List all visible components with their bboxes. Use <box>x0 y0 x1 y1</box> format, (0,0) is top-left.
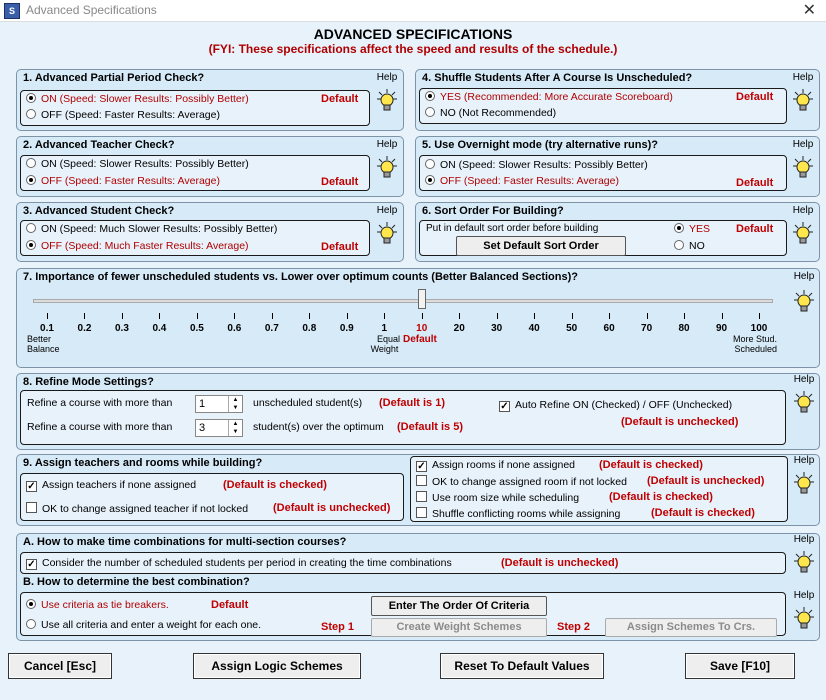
section-2-options <box>20 155 370 191</box>
assign-rooms-label: Assign rooms if none assigned <box>432 459 575 471</box>
section-8-options <box>20 390 786 445</box>
s6-text: Put in default sort order before building <box>426 223 599 234</box>
auto-refine-default: (Default is unchecked) <box>621 416 739 428</box>
slider-tick <box>272 313 273 319</box>
room-size-checkbox[interactable] <box>416 491 579 504</box>
s1-help-label: Help <box>376 72 398 83</box>
slider-tick-label: 100 <box>750 323 768 334</box>
slider-tick <box>384 313 385 319</box>
teacher-options <box>20 473 404 521</box>
checkbox-checked-icon: ✓ <box>27 559 36 570</box>
slider-tick <box>422 313 423 319</box>
s4-no-label: NO (Not Recommended) <box>440 107 557 119</box>
s3-on-radio[interactable] <box>26 223 277 235</box>
slider-tick <box>459 313 460 319</box>
slider-tick-label: 70 <box>641 323 653 334</box>
slider-thumb[interactable] <box>418 289 426 309</box>
create-weight-schemes-button[interactable]: Create Weight Schemes <box>371 618 547 637</box>
s1-on-label: ON (Speed: Slower Results: Possibly Better) <box>41 93 249 105</box>
section-4-options <box>419 88 787 124</box>
help-bulb-icon[interactable] <box>790 155 816 181</box>
time-combinations-default: (Default is unchecked) <box>501 557 619 569</box>
help-bulb-icon[interactable] <box>374 155 400 181</box>
slider-tick <box>197 313 198 319</box>
s8-row2-pre: Refine a course with more than <box>27 421 173 433</box>
step-1-label: Step 1 <box>321 621 355 633</box>
shuffle-rooms-checkbox[interactable] <box>416 507 620 520</box>
s6-yes-label: YES <box>689 223 711 235</box>
time-combinations-label: Consider the number of scheduled students per period in creating the time combinations <box>42 557 452 569</box>
section-b-options <box>20 592 786 636</box>
section-5-panel <box>415 136 820 197</box>
s2-on-label: ON (Speed: Slower Results: Possibly Better) <box>41 158 249 170</box>
s8-row1-pre: Refine a course with more than <box>27 397 173 409</box>
section-2-panel <box>16 136 404 197</box>
s3-off-radio[interactable] <box>26 240 249 252</box>
s4-yes-label: YES (Recommended: More Accurate Scoreboard) <box>440 91 673 103</box>
radio-icon <box>674 240 684 250</box>
weight-slider[interactable] <box>29 289 777 367</box>
change-room-checkbox[interactable] <box>416 475 627 488</box>
radio-selected-icon <box>26 175 36 185</box>
change-teacher-checkbox[interactable] <box>26 502 248 515</box>
slider-tick-label: 80 <box>678 323 690 334</box>
slider-tick <box>647 313 648 319</box>
radio-selected-icon <box>674 223 684 233</box>
s2-help-label: Help <box>376 139 398 150</box>
window-title: Advanced Specifications <box>26 3 157 17</box>
s7-help-label: Help <box>793 271 815 282</box>
radio-selected-icon <box>425 91 435 101</box>
over-optimum-value: 3 <box>199 422 206 434</box>
s7-default: Default <box>403 334 437 345</box>
s2-off-radio[interactable] <box>26 175 220 187</box>
over-optimum-stepper[interactable] <box>195 419 243 437</box>
slider-tick <box>47 313 48 319</box>
slider-tick-label: 0.1 <box>40 323 54 334</box>
slider-tick-label: 0.4 <box>152 323 167 334</box>
radio-icon <box>26 223 36 233</box>
checkbox-icon <box>416 475 427 486</box>
slider-tick-label: 30 <box>491 323 503 334</box>
s6-no-label: NO <box>689 240 705 252</box>
shuffle-rooms-default: (Default is checked) <box>651 507 755 519</box>
save-button[interactable]: Save [F10] <box>685 653 795 679</box>
slider-tick <box>572 313 573 319</box>
section-8-title: 8. Refine Mode Settings? <box>23 376 154 388</box>
auto-refine-checkbox[interactable] <box>499 399 732 412</box>
s2-default: Default <box>321 176 359 188</box>
radio-icon <box>26 158 36 168</box>
step-2-label: Step 2 <box>557 621 591 633</box>
help-bulb-icon[interactable] <box>791 550 817 576</box>
section-4-title: 4. Shuffle Students After A Course Is Unscheduled? <box>422 72 693 84</box>
s8-row2-post: student(s) over the optimum <box>253 421 384 433</box>
slider-tick-label: 10 <box>416 323 428 334</box>
app-icon: S <box>4 3 20 19</box>
weight-criteria-radio[interactable] <box>26 619 261 631</box>
spinner-arrows-icon[interactable]: ▲ ▼ <box>228 396 242 412</box>
help-bulb-icon[interactable] <box>790 221 816 247</box>
section-9-title: 9. Assign teachers and rooms while building? <box>23 457 263 469</box>
slider-tick-label: 90 <box>715 323 728 334</box>
help-bulb-icon[interactable] <box>791 390 817 416</box>
shuffle-rooms-label: Shuffle conflicting rooms while assigning <box>432 508 621 520</box>
cancel-button[interactable]: Cancel [Esc] <box>8 653 112 679</box>
slider-tick-label: 0.7 <box>264 323 279 334</box>
slider-tick <box>534 313 535 319</box>
slider-tick-label: 0.9 <box>339 323 354 334</box>
checkbox-icon <box>26 502 37 513</box>
s5-on-label: ON (Speed: Slower Results: Possibly Better) <box>440 159 648 171</box>
s4-default: Default <box>736 91 774 103</box>
s5-help-label: Help <box>792 139 814 150</box>
help-bulb-icon[interactable] <box>374 221 400 247</box>
slider-tick <box>347 313 348 319</box>
checkbox-checked-icon: ✓ <box>500 401 509 412</box>
more-scheduled-label: More Stud. Scheduled <box>732 334 777 354</box>
room-options <box>410 456 788 522</box>
sa-help-label: Help <box>793 534 815 545</box>
slider-tick-label: 40 <box>528 323 540 334</box>
section-3-panel <box>16 202 404 262</box>
section-6-panel <box>415 202 820 262</box>
checkbox-checked-icon: ✓ <box>417 461 426 472</box>
change-room-label: OK to change assigned room if not locked <box>432 476 627 488</box>
s6-help-label: Help <box>792 205 814 216</box>
s3-on-label: ON (Speed: Much Slower Results: Possibly Better) <box>41 223 278 235</box>
radio-selected-icon <box>26 240 36 250</box>
assign-teachers-checkbox[interactable] <box>26 479 196 492</box>
spinner-arrows-icon[interactable]: ▲ ▼ <box>228 420 242 436</box>
close-icon[interactable]: ✕ <box>802 2 816 19</box>
time-combinations-checkbox[interactable] <box>26 557 452 570</box>
slider-tick <box>684 313 685 319</box>
page-subtitle: (FYI: These specifications affect the speed and results of the schedule.) <box>208 42 618 56</box>
s2-on-radio[interactable] <box>26 158 249 170</box>
slider-tick <box>497 313 498 319</box>
help-bulb-icon[interactable] <box>791 289 817 315</box>
help-bulb-icon[interactable] <box>374 88 400 114</box>
slider-tick <box>84 313 85 319</box>
s5-off-radio[interactable] <box>425 175 619 187</box>
assign-teachers-label: Assign teachers if none assigned <box>42 479 197 491</box>
radio-selected-icon <box>26 93 36 103</box>
set-default-sort-order-button[interactable]: Set Default Sort Order <box>456 236 626 256</box>
slider-tick <box>722 313 723 319</box>
s8-row1-default: (Default is 1) <box>379 397 446 409</box>
s1-on-radio[interactable] <box>26 93 249 105</box>
sb-help-label: Help <box>793 590 815 601</box>
s6-yes-radio[interactable] <box>674 223 710 235</box>
s3-default: Default <box>321 241 359 253</box>
s4-no-radio[interactable] <box>425 107 556 119</box>
help-bulb-icon[interactable] <box>791 606 817 632</box>
s8-help-label: Help <box>793 374 815 385</box>
s5-default: Default <box>736 177 774 189</box>
room-size-default: (Default is checked) <box>609 491 713 503</box>
section-1-title: 1. Advanced Partial Period Check? <box>23 72 205 84</box>
section-a-options <box>20 552 786 574</box>
section-ab-panel <box>16 533 820 641</box>
section-1-panel <box>16 69 404 131</box>
s2-off-label: OFF (Speed: Faster Results: Average) <box>41 175 220 187</box>
sb-default: Default <box>211 599 249 611</box>
assign-logic-schemes-button[interactable]: Assign Logic Schemes <box>193 653 361 679</box>
assign-schemes-button[interactable]: Assign Schemes To Crs. <box>605 618 777 637</box>
auto-refine-label: Auto Refine ON (Checked) / OFF (Unchecked) <box>515 399 733 411</box>
slider-tick-label: 60 <box>603 323 615 334</box>
s1-default: Default <box>321 93 359 105</box>
s6-default: Default <box>736 223 774 235</box>
page-title: ADVANCED SPECIFICATIONS <box>313 26 513 42</box>
section-7-title: 7. Importance of fewer unscheduled students vs. Lower over optimum counts (Better Balanced Sections)? <box>23 271 578 283</box>
weight-criteria-label: Use all criteria and enter a weight for each one. <box>41 619 262 631</box>
slider-tick <box>234 313 235 319</box>
room-size-label: Use room size while scheduling <box>432 492 580 504</box>
assign-rooms-default: (Default is checked) <box>599 459 703 471</box>
unscheduled-threshold-stepper[interactable] <box>195 395 243 413</box>
s1-off-label: OFF (Speed: Faster Results: Average) <box>41 109 220 121</box>
slider-tick-label: 50 <box>566 323 578 334</box>
unscheduled-threshold-value: 1 <box>199 398 206 410</box>
s4-help-label: Help <box>792 72 814 83</box>
slider-tick <box>159 313 160 319</box>
checkbox-checked-icon: ✓ <box>27 481 36 492</box>
enter-order-of-criteria-button[interactable]: Enter The Order Of Criteria <box>371 596 547 616</box>
s6-no-radio[interactable] <box>674 240 705 252</box>
radio-selected-icon <box>425 175 435 185</box>
slider-tick-label: 1 <box>381 323 388 334</box>
checkbox-icon <box>416 491 427 502</box>
section-3-title: 3. Advanced Student Check? <box>23 205 175 217</box>
s5-on-radio[interactable] <box>425 159 648 171</box>
checkbox-icon <box>416 507 427 518</box>
better-balance-label: Better Balance <box>27 334 60 354</box>
slider-tick-label: 0.5 <box>189 323 204 334</box>
s9-help-label: Help <box>793 455 815 466</box>
section-3-options <box>20 220 370 256</box>
slider-tick-label: 0.8 <box>302 323 317 334</box>
s1-off-radio[interactable] <box>26 109 220 121</box>
equal-weight-label: Equal Weight <box>370 334 401 354</box>
assign-rooms-checkbox[interactable] <box>416 459 575 472</box>
tie-breakers-radio[interactable] <box>26 599 169 611</box>
section-6-title: 6. Sort Order For Building? <box>422 205 564 217</box>
change-teacher-label: OK to change assigned teacher if not locked <box>42 503 249 515</box>
slider-tick <box>122 313 123 319</box>
s4-yes-radio[interactable] <box>425 91 673 103</box>
help-bulb-icon[interactable] <box>790 88 816 114</box>
slider-tick-label: 20 <box>453 323 465 334</box>
slider-tick-label: 0.2 <box>77 323 92 334</box>
section-9-panel <box>16 454 820 526</box>
section-b-title: B. How to determine the best combination? <box>23 576 250 588</box>
help-bulb-icon[interactable] <box>791 471 817 497</box>
section-7-panel <box>16 268 820 368</box>
change-teacher-default: (Default is unchecked) <box>273 502 391 514</box>
s5-off-label: OFF (Speed: Faster Results: Average) <box>440 175 619 187</box>
section-4-panel <box>415 69 820 131</box>
radio-icon <box>26 109 36 119</box>
s3-off-label: OFF (Speed: Much Faster Results: Average) <box>41 240 249 252</box>
title-bar <box>0 0 826 22</box>
section-2-title: 2. Advanced Teacher Check? <box>23 139 175 151</box>
section-a-title: A. How to make time combinations for multi-section courses? <box>23 536 347 548</box>
section-1-options <box>20 90 370 126</box>
radio-icon <box>26 619 36 629</box>
s3-help-label: Help <box>376 205 398 216</box>
tie-breakers-label: Use criteria as tie breakers. <box>41 599 169 611</box>
slider-ticks <box>29 313 777 323</box>
slider-tick <box>609 313 610 319</box>
slider-tick <box>309 313 310 319</box>
slider-track <box>33 299 773 303</box>
section-8-panel <box>16 373 820 450</box>
slider-tick-label: 0.3 <box>114 323 129 334</box>
section-5-options <box>419 155 787 191</box>
s8-row2-default: (Default is 5) <box>397 421 464 433</box>
section-6-options <box>419 220 787 256</box>
assign-teachers-default: (Default is checked) <box>223 479 327 491</box>
slider-tick <box>759 313 760 319</box>
reset-defaults-button[interactable]: Reset To Default Values <box>440 653 604 679</box>
radio-icon <box>425 159 435 169</box>
s8-row1-post: unscheduled student(s) <box>253 397 363 409</box>
slider-tick-label: 0.6 <box>227 323 242 334</box>
radio-selected-icon <box>26 599 36 609</box>
change-room-default: (Default is unchecked) <box>647 475 765 487</box>
radio-icon <box>425 107 435 117</box>
section-5-title: 5. Use Overnight mode (try alternative runs)? <box>422 139 658 151</box>
